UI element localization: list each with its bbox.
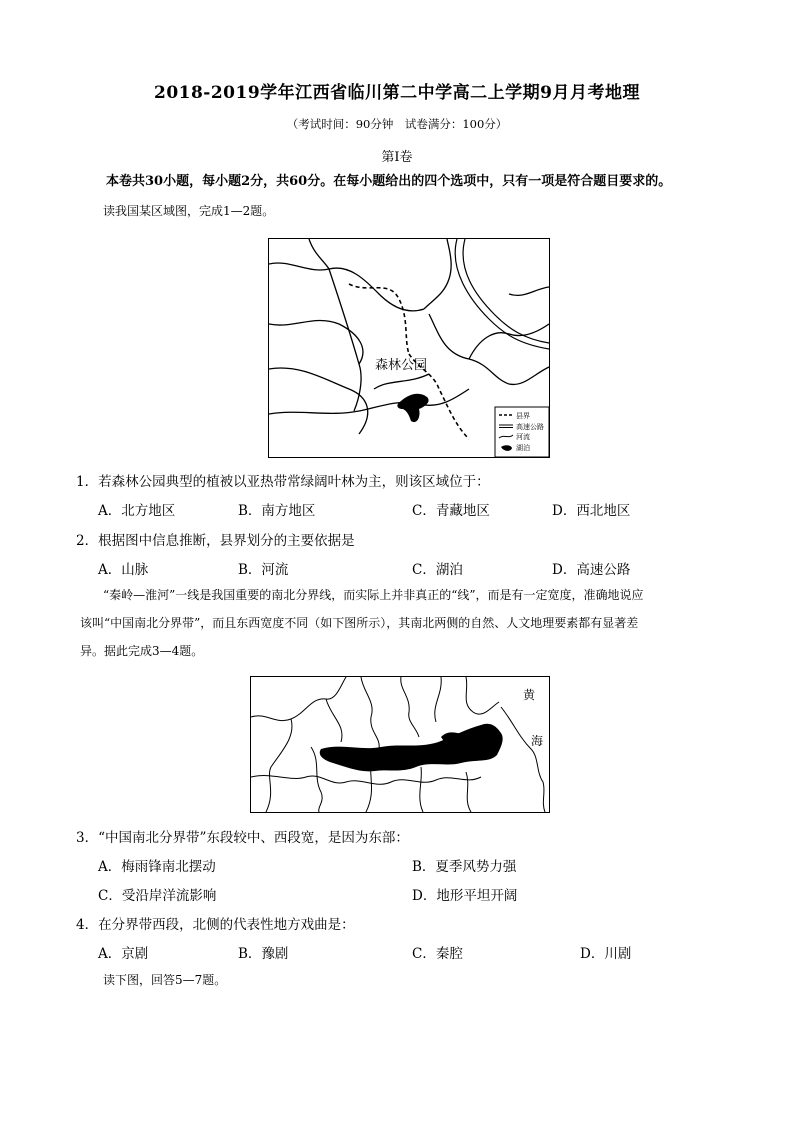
q4-option-d[interactable]: D．川剧 [580,946,632,962]
page-title: 2018-2019学年江西省临川第二中学高二上学期9月月考地理 [153,83,640,103]
q4-option-b[interactable]: B．豫剧 [238,946,289,962]
q2-option-d[interactable]: D．高速公路 [552,562,631,578]
lake-shape [397,394,428,422]
forest-park-label: 森林公园 [375,357,428,372]
q4-option-c[interactable]: C．秦腔 [412,946,463,962]
q1-option-a[interactable]: A．北方地区 [98,503,176,519]
legend-county: 县界 [516,412,530,420]
boundary-belt-drawing [251,677,549,812]
legend-highway: 高速公路 [516,423,544,431]
yellow-sea-label-bottom: 海 [531,734,544,748]
exam-info: （考试时间：90分钟 试卷满分：100分） [286,117,508,131]
question-4: 4．在分界带西段，北侧的代表性地方戏曲是： [76,917,355,933]
q1-option-c[interactable]: C．青藏地区 [412,503,490,519]
q4-option-a[interactable]: A．京剧 [98,946,149,962]
question-3: 3．“中国南北分界带”东段较中、西段宽，是因为东部： [76,830,409,846]
question-1: 1．若森林公园典型的植被以亚热带常绿阔叶林为主，则该区域位于： [76,474,490,490]
q3-option-c[interactable]: C．受沿岸洋流影响 [98,888,217,904]
q2-option-b[interactable]: B．河流 [238,562,289,578]
intro-q1-2: 读我国某区域图，完成1—2题。 [103,204,275,218]
instructions: 本卷共30小题，每小题2分，共60分。在每小题给出的四个选项中，只有一项是符合题目要求的。 [106,174,672,189]
q2-option-a[interactable]: A．山脉 [98,562,149,578]
q2-option-c[interactable]: C．湖泊 [412,562,463,578]
map-legend [495,407,549,457]
intro-q5-7: 读下图，回答5—7题。 [103,973,227,987]
region-map [268,238,550,458]
q3-option-b[interactable]: B．夏季风势力强 [412,859,517,875]
region-map-drawing [269,239,549,457]
yellow-sea-label-top: 黄 [523,688,536,702]
passage-line-3: 异。据此完成3—4题。 [80,644,204,658]
q3-option-a[interactable]: A．梅雨锋南北摆动 [98,859,216,875]
question-2: 2．根据图中信息推断，县界划分的主要依据是 [76,533,355,549]
passage-line-2: 该叫“中国南北分界带”，而且东西宽度不同（如下图所示），其南北两侧的自然、人文地理要素都有显著差 [80,616,639,630]
section-heading: 第Ⅰ卷 [381,150,413,165]
boundary-belt-map [250,676,550,813]
q3-option-d[interactable]: D．地形平坦开阔 [412,888,518,904]
passage-line-1: “秦岭—淮河”一线是我国重要的南北分界线，而实际上并非真正的“线”，而是有一定宽度，准确地说应 [103,588,644,602]
q1-option-d[interactable]: D．西北地区 [552,503,631,519]
q1-option-b[interactable]: B．南方地区 [238,503,316,519]
legend-lake: 湖泊 [516,444,530,452]
legend-river: 河流 [516,433,530,441]
